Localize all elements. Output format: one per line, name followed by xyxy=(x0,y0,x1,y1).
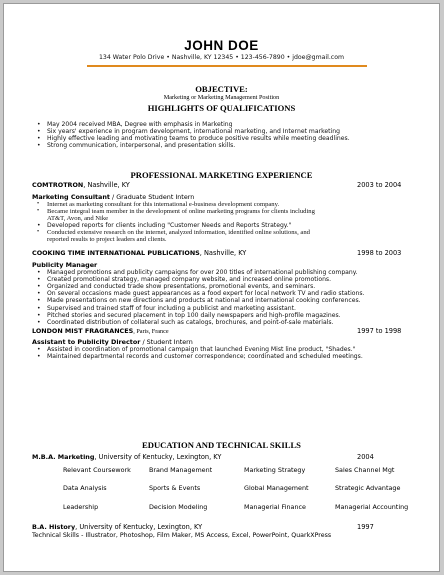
skill-item: Global Management xyxy=(244,484,309,492)
education-heading: EDUCATION AND TECHNICAL SKILLS xyxy=(142,440,301,450)
list-item: • Created promotional strategy, managed company website, and increased online promotions. xyxy=(37,276,332,284)
skill-item: Managerial Finance xyxy=(244,503,306,511)
skill-item: Sales Channel Mgt xyxy=(335,466,395,474)
skill-item: Leadership xyxy=(63,503,99,511)
list-item: • May 2004 received MBA, Degree with emphasis in Marketing xyxy=(37,121,233,128)
technical-skills: Technical Skills - Illustrator, Photoshop, Film Maker, MS Access, Excel, PowerPoint, QuarkXPress xyxy=(32,532,332,539)
list-item: • Maintained departmental records and customer correspondence; coordinated and scheduled meetings. xyxy=(37,352,363,360)
list-item: • Six years' experience in program development, international marketing, and Internet marketing xyxy=(37,128,340,136)
highlights-heading: HIGHLIGHTS OF QUALIFICATIONS xyxy=(147,103,296,113)
skill-item: Managerial Accounting xyxy=(335,503,409,511)
experience-section xyxy=(32,181,412,360)
company-location: , Paris, France xyxy=(133,327,169,335)
skill-item: Strategic Advantage xyxy=(335,484,401,492)
contact-line: 134 Water Polo Drive • Nashville, KY 12345 • 123-456-7890 • jdoe@gmail.com xyxy=(98,54,345,61)
highlights-list xyxy=(32,121,412,149)
candidate-name: JOHN DOE xyxy=(184,38,259,53)
skill-item: Brand Management xyxy=(149,466,213,474)
degree-row xyxy=(32,453,412,462)
skill-item: Sports & Events xyxy=(149,484,201,492)
list-item: • On several occasions made guest appearances as a food expert for local network TV and radio stations. xyxy=(37,290,365,298)
degree-year: 1997 xyxy=(357,523,374,531)
header-divider xyxy=(87,65,367,67)
job-title-extra: / Student Intern xyxy=(140,337,193,346)
list-item: • Internet as marketing consultant for this international e-business development company. xyxy=(37,201,280,208)
degree-school: , University of Kentucky, Lexington, KY xyxy=(75,523,203,531)
list-item: • Developed reports for clients including "Customer Needs and Reports Strategy." xyxy=(37,222,292,230)
job-title: Assistant to Publicity Director xyxy=(32,337,141,346)
objective-heading: OBJECTIVE: xyxy=(195,84,248,94)
list-item: • Strong communication, interpersonal, and presentation skills. xyxy=(37,142,236,150)
company-name: LONDON MIST FRAGRANCES xyxy=(32,326,134,335)
job-header xyxy=(32,181,412,190)
highlights-list-wrap xyxy=(32,121,412,149)
company-location: , Nashville, KY xyxy=(83,181,130,189)
list-item: reported results to project leaders and clients. xyxy=(47,236,167,244)
list-item: • Assisted in coordination of promotional campaign that launched Evening Mist line product, "Shades." xyxy=(37,345,356,353)
objective-text: Marketing or Marketing Management Position xyxy=(163,94,280,101)
job-header xyxy=(32,327,412,336)
job-title: Publicity Manager xyxy=(32,261,98,270)
job-dates: 2003 to 2004 xyxy=(357,181,402,189)
job-title-extra: / Graduate Student Intern xyxy=(109,193,195,201)
list-item: • Pitched stories and secured placement in top 100 daily newspapers and high-profile magazines. xyxy=(37,311,341,319)
job-duties xyxy=(32,346,412,360)
list-item: • Managed promotions and publicity campaigns for over 200 titles of international publishing company. xyxy=(37,269,358,277)
list-item: • Highly effective leading and motivating teams to produce positive results while meeting deadlines. xyxy=(37,135,350,143)
skill-item: Marketing Strategy xyxy=(244,466,306,474)
degree-name: M.B.A. Marketing xyxy=(32,453,95,461)
job-header xyxy=(32,249,412,258)
list-item: • Made presentations on new directions and products at national and international cooking conferences. xyxy=(37,297,361,305)
skill-item: Decision Modeling xyxy=(149,503,208,511)
job-title-line xyxy=(32,193,412,201)
degree-row xyxy=(32,523,412,532)
job-duties xyxy=(32,269,412,325)
job-title: Marketing Consultant xyxy=(32,193,110,201)
skills-grid xyxy=(32,466,412,515)
company-name: COOKING TIME INTERNATIONAL PUBLICATIONS xyxy=(32,249,200,258)
job-dates: 1998 to 2003 xyxy=(357,249,402,258)
degree-year: 2004 xyxy=(357,453,374,461)
list-item: • Conducted extensive research on the internet, analyzed information, identified online solutions, and xyxy=(37,229,310,237)
list-item: • Organized and conducted trade show presentations, promotional events, and seminars. xyxy=(37,283,316,291)
company-location: , Nashville, KY xyxy=(199,249,247,258)
job-duties xyxy=(32,201,412,243)
list-item: • Became integral team member in the development of online marketing programs for clients including xyxy=(37,208,315,216)
list-item: • Coordinated distribution of collateral such as catalogs, brochures, and point-of-sale materials. xyxy=(37,318,334,326)
job-dates: 1997 to 1998 xyxy=(357,326,402,335)
experience-heading: PROFESSIONAL MARKETING EXPERIENCE xyxy=(130,170,313,180)
list-item: • Supervised and trained staff of four including a publicist and marketing assistant. xyxy=(37,304,296,312)
resume-page xyxy=(3,3,440,572)
education-section xyxy=(32,453,412,540)
list-item: AT&T, Avon, and Nike xyxy=(47,215,109,223)
degree-school: , University of Kentucky, Lexington, KY xyxy=(94,453,222,461)
job-title-line xyxy=(32,338,412,346)
degree-name: B.A. History xyxy=(32,523,76,531)
skill-item: Data Analysis xyxy=(63,484,107,492)
skill-item: Relevant Coursework xyxy=(63,466,131,474)
company-name: COMTROTRON xyxy=(32,181,84,189)
